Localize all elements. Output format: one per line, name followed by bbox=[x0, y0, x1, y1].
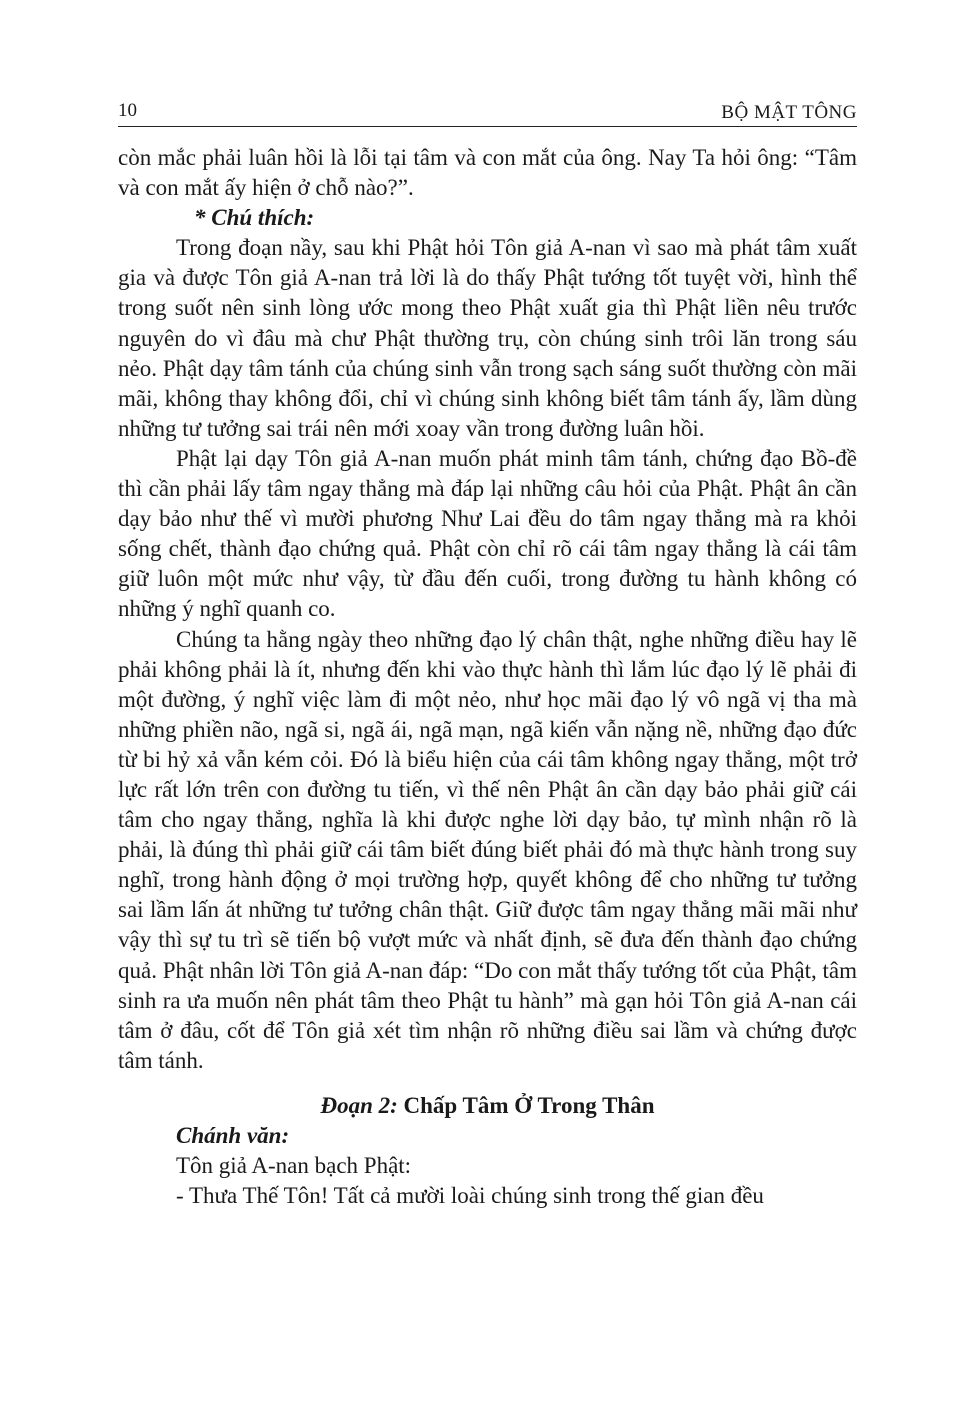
book-page bbox=[118, 96, 857, 1211]
opening-paragraph: còn mắc phải luân hồi là lỗi tại tâm và con mắt của ông. Nay Ta hỏi ông: “Tâm và con mắt ấy hiện ở chỗ nào?”. bbox=[118, 145, 857, 201]
dialogue-line: - Thưa Thế Tôn! Tất cả mười loài chúng sinh trong thế gian đều bbox=[176, 1183, 764, 1209]
note-heading: * Chú thích: bbox=[194, 205, 315, 231]
page-number: 10 bbox=[118, 100, 137, 121]
sub-heading: Chánh văn: bbox=[176, 1123, 290, 1148]
running-header bbox=[118, 96, 857, 127]
speaker-line: Tôn giả A-nan bạch Phật: bbox=[176, 1153, 412, 1179]
page-body bbox=[118, 143, 857, 1211]
paragraph: Phật lại dạy Tôn giả A-nan muốn phát minh tâm tánh, chứng đạo Bồ-đề thì cần phải lấy tâm ngay thẳng mà đáp lại những câu hỏi của Phật. Phật ân cần dạy bảo như thế vì mười phương Như Lai đều do tâm ngay thẳng mà ra khỏi sống chết, thành đạo chứng quả. Phật còn chỉ rõ cái tâm ngay thẳng là cái tâm giữ luôn một mức như vậy, từ đầu đến cuối, trong đường tu hành không có những ý nghĩ quanh co. bbox=[118, 445, 857, 622]
book-title: BỘ MẬT TÔNG bbox=[721, 102, 857, 123]
paragraph: Chúng ta hằng ngày theo những đạo lý chân thật, nghe những điều hay lẽ phải không phải là ít, nhưng đến khi vào thực hành thì lắm lúc đạo lý lẽ phải đi một đường, ý nghĩ việc làm đi một nẻo, như học mãi đạo lý vô ngã vị tha mà những phiền não, ngã si, ngã ái, ngã mạn, ngã kiến vẫn nặng nề, những đạo đức từ bi hỷ xả vẫn kém cỏi. Đó là biểu hiện của cái tâm không ngay thẳng, một trở lực rất lớn trên con đường tu tiến, vì thế nên Phật ân cần dạy bảo phải giữ cái tâm cho ngay thẳng, nghĩa là khi được nghe lời dạy bảo, tự mình nhận rõ là phải, là đúng thì phải giữ cái tâm biết đúng biết phải đó mà thực hành trong suy nghĩ, trong hành động ở mọi trường hợp, quyết không để cho những tư tưởng sai lầm lấn át những tư tưởng chân thật. Giữ được tâm ngay thẳng mãi mãi như vậy thì sự tu trì sẽ tiến bộ vượt mức và nhất định, sẽ đưa đến thành đạo chứng quả. Phật nhân lời Tôn giả A-nan đáp: “Do con mắt thấy tướng tốt của Phật, tâm sinh ra ưa muốn nên phát tâm theo Phật tu hành” mà gạn hỏi Tôn giả A-nan cái tâm ở đâu, cốt để Tôn giả xét tìm nhận rõ những điều sai lầm và chứng được tâm tánh. bbox=[118, 626, 857, 1073]
section-heading bbox=[118, 1091, 857, 1121]
section-label: Đoạn 2: bbox=[320, 1092, 398, 1118]
section-title: Chấp Tâm Ở Trong Thân bbox=[403, 1092, 655, 1118]
paragraph: Trong đoạn nầy, sau khi Phật hỏi Tôn giả A-nan vì sao mà phát tâm xuất gia và được Tôn giả A-nan trả lời là do thấy Phật tướng tốt tuyệt vời, hình thể trong suốt nên sinh lòng ước mong theo Phật xuất gia thì Phật liền nêu trước nguyên do vì đâu mà chư Phật thường trụ, còn chúng sinh trôi lăn trong sáu nẻo. Phật dạy tâm tánh của chúng sinh vẫn trong sạch sáng suốt thường còn mãi mãi, không thay không đổi, chỉ vì chúng sinh không biết tâm tánh ấy, lầm dùng những tư tưởng sai trái nên mới xoay vần trong đường luân hồi. bbox=[118, 235, 857, 441]
